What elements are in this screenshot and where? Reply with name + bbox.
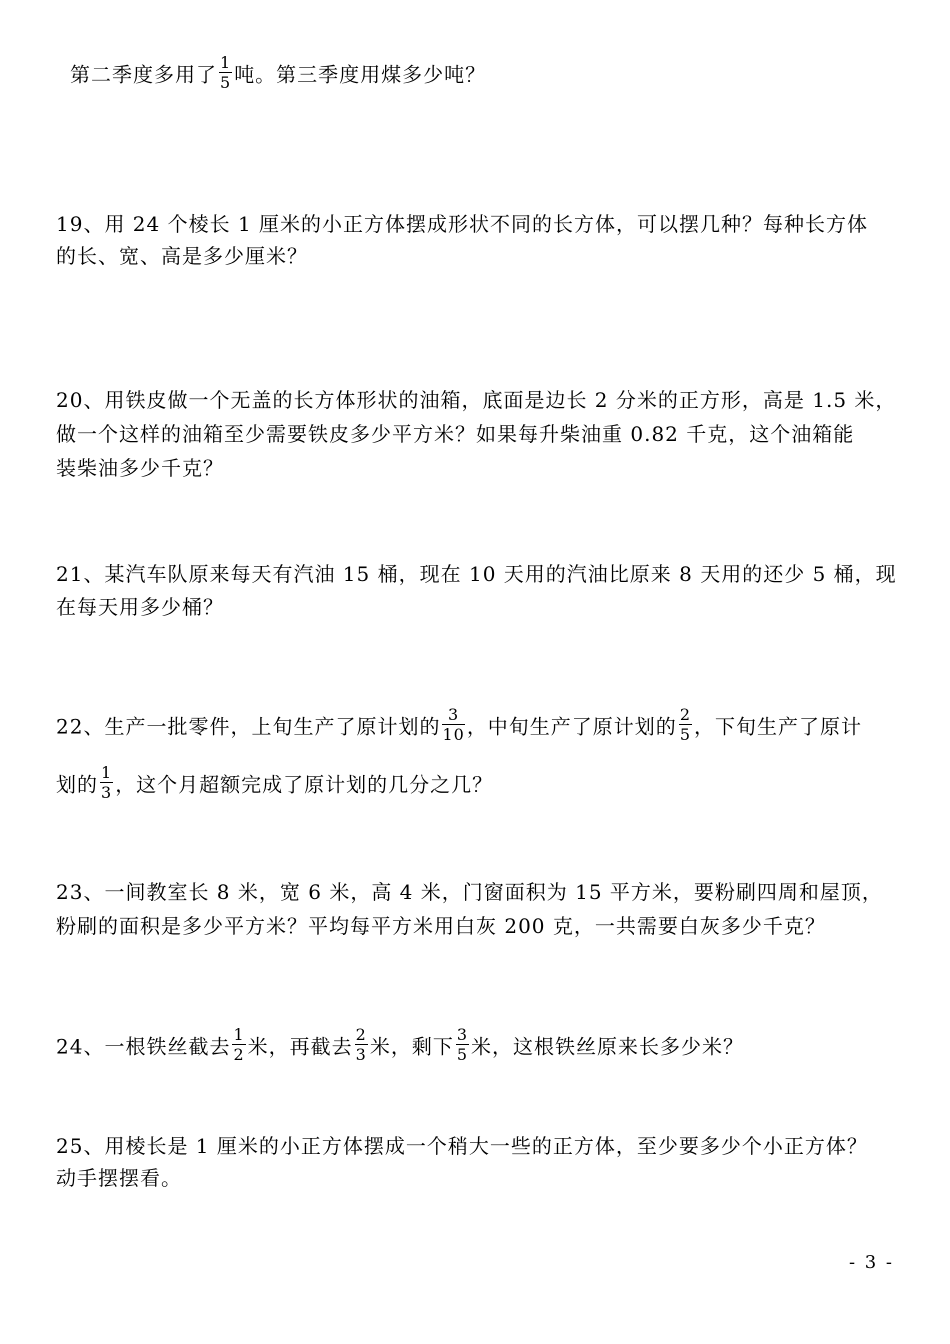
q20-line3: 装柴油多少千克？ [56,456,224,480]
fraction-numerator: 2 [355,1025,367,1044]
q22-text-c: ，下旬生产了原计 [694,714,862,739]
q24-text-b: 米，再截去 [247,1034,353,1059]
fraction [100,765,113,801]
q21-line2: 在每天用多少桶？ [56,595,224,619]
q18-text-a: 第二季度多用了 [70,62,217,87]
q23-line1: 23、一间教室长 8 米，宽 6 米，高 4 米，门窗面积为 15 平方米，要粉刷四周和屋顶， [56,880,883,904]
q21-line1: 21、某汽车队原来每天有汽油 15 桶，现在 10 天用的汽油比原来 8 天用的还少 5 桶，现 [56,562,897,586]
q19-line1: 19、用 24 个棱长 1 厘米的小正方体摆成形状不同的长方体，可以摆几种？每种长方体 [56,212,869,236]
page-number: - 3 - [848,1252,894,1273]
fraction-numerator: 3 [456,1025,469,1044]
q25-line1: 25、用棱长是 1 厘米的小正方体摆成一个稍大一些的正方体，至少要多少个小正方体？ [56,1134,868,1158]
q22-text-a: 22、生产一批零件，上旬生产了原计划的 [56,714,441,739]
fraction [219,55,232,91]
fraction-denominator: 3 [101,783,113,802]
q18-tail [70,53,487,94]
fraction-numerator: 2 [679,705,691,724]
q22-text-e: ，这个月超额完成了原计划的几分之几？ [115,772,494,797]
q18-text-b: 吨。第三季度用煤多少吨？ [234,62,487,87]
q24-line [56,1025,745,1066]
fraction-denominator: 5 [679,725,691,744]
fraction [442,707,464,743]
fraction [355,1027,368,1063]
fraction-denominator: 3 [355,1045,367,1064]
fraction [456,1027,469,1063]
q22-text-b: ，中旬生产了原计划的 [466,714,677,739]
q20-line1: 20、用铁皮做一个无盖的长方体形状的油箱，底面是边长 2 分米的正方形，高是 1.5 米， [56,388,897,412]
q20-line2: 做一个这样的油箱至少需要铁皮多少平方米？如果每升柴油重 0.82 千克，这个油箱能 [56,422,855,446]
fraction-denominator: 10 [442,725,465,744]
fraction-numerator: 1 [220,53,232,72]
fraction [679,707,692,743]
q22-line2 [56,763,494,804]
q24-text-a: 24、一根铁丝截去 [56,1034,231,1059]
fraction-denominator: 5 [456,1045,469,1064]
fraction-numerator: 3 [442,707,464,725]
q22-line1 [56,705,862,746]
fraction [232,1027,245,1063]
fraction-numerator: 1 [233,1025,245,1044]
q24-text-c: 米，剩下 [369,1034,454,1059]
q19-line2: 的长、宽、高是多少厘米？ [56,244,308,268]
q22-text-d: 划的 [56,772,98,797]
fraction-numerator: 1 [101,763,113,782]
q24-text-d: 米，这根铁丝原来长多少米？ [471,1034,745,1059]
fraction-denominator: 2 [233,1045,245,1064]
fraction-denominator: 5 [220,73,232,92]
q23-line2: 粉刷的面积是多少平方米？平均每平方米用白灰 200 克，一共需要白灰多少千克？ [56,914,826,938]
q25-line2: 动手摆摆看。 [56,1166,182,1190]
